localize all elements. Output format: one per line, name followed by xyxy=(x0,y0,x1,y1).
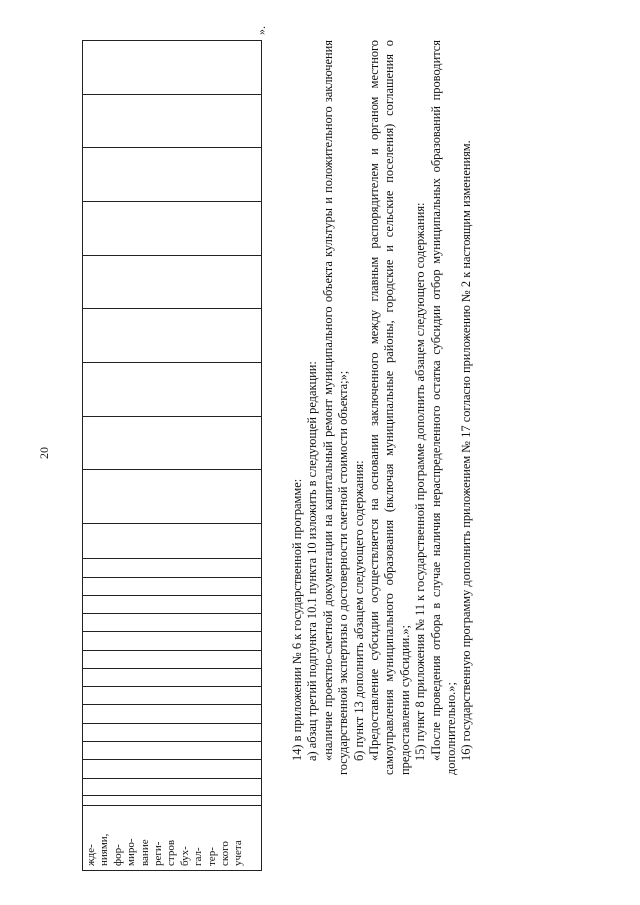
table-empty-cell xyxy=(83,795,262,805)
first-cell-line: жде- xyxy=(85,844,97,866)
page-number: 20 xyxy=(37,447,51,459)
first-cell-line: тер- xyxy=(205,847,218,866)
table-empty-cell xyxy=(83,687,262,705)
paragraph: 15) пункт 8 приложения № 11 к государственной программе дополнить абзацем следующего содержания: xyxy=(413,202,428,761)
table-empty-cell xyxy=(83,363,262,417)
table-empty-cell xyxy=(83,41,262,95)
table-empty-cell xyxy=(83,742,262,760)
table-empty-cell xyxy=(83,577,262,595)
table-empty-cell xyxy=(83,470,262,524)
table-empty-cell xyxy=(83,148,262,202)
table-empty-cell xyxy=(83,202,262,256)
table-empty-cell xyxy=(83,760,262,778)
table-row xyxy=(83,41,262,871)
table-empty-cell xyxy=(83,705,262,723)
closing-quote-mark: ». xyxy=(254,26,268,35)
table-empty-cell xyxy=(83,614,262,632)
first-cell-line: реги- xyxy=(152,841,165,866)
table-empty-cell xyxy=(83,559,262,577)
table-empty-cell xyxy=(83,668,262,686)
paragraph: «Предоставление субсидии осуществляется на основании заключенного между главным распорядителем и органом местного самоуправления муниципального образования (включая муниципальные районы, городские и сельские поселения) соглашения о предоставлении субсидии.»; xyxy=(367,40,412,775)
paragraph: 16) государственную программу дополнить приложением № 17 согласно приложению № 2 к настоящим изменениям. xyxy=(459,140,474,761)
table-first-cell xyxy=(83,805,262,870)
table-empty-cell xyxy=(83,255,262,309)
form-table xyxy=(82,40,262,871)
table-empty-cell xyxy=(83,650,262,668)
paragraph: а) абзац третий подпункта 10.1 пункта 10 изложить в следующей редакции: xyxy=(305,361,320,761)
paragraph: 14) в приложении № 6 к государственной программе: xyxy=(290,478,304,761)
table-empty-cell xyxy=(83,778,262,795)
table-empty-cell xyxy=(83,723,262,741)
table-empty-cell xyxy=(83,309,262,363)
table-empty-cell xyxy=(83,632,262,650)
table-empty-cell xyxy=(83,595,262,613)
first-cell-line: фор- xyxy=(111,844,124,866)
first-cell-line: миро- xyxy=(125,838,138,866)
first-cell-line: бух- xyxy=(178,846,191,866)
paragraph: «После проведения отбора в случае наличия нераспределенного остатка субсидии отбор муниципальных образований проводится дополнительно.»; xyxy=(428,40,459,775)
first-cell-line: учета xyxy=(232,840,245,866)
paragraph: «наличие проектно-сметной документации на капитальный ремонт муниципального объекта культуры и положительного заключения государственной экспертизы о достоверности сметной стоимости объекта;»; xyxy=(320,40,351,775)
first-cell-line: гал- xyxy=(192,847,205,866)
table-empty-cell xyxy=(83,416,262,470)
body-text xyxy=(290,40,475,775)
table-empty-cell xyxy=(83,94,262,148)
first-cell-line: ниями, xyxy=(98,833,111,866)
first-cell-line: стров xyxy=(165,839,178,866)
first-cell-line: ского xyxy=(219,841,232,866)
first-cell-line: вание xyxy=(138,839,151,866)
paragraph: б) пункт 13 дополнить абзацем следующего содержания: xyxy=(351,460,366,761)
table-empty-cell xyxy=(83,523,262,558)
